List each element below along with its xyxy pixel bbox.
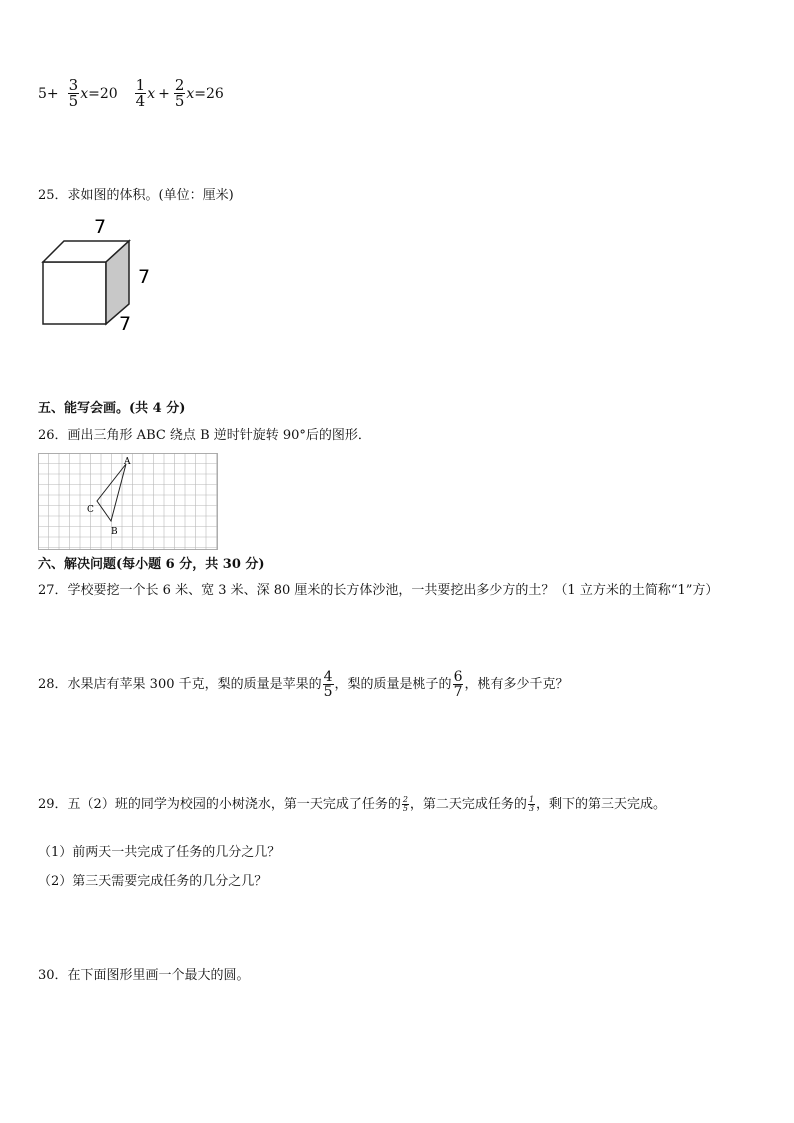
q28-text-c: ，桃有多少千克？ [464, 676, 569, 692]
cube-label-depth: 7 [119, 313, 132, 334]
question-28 [38, 670, 569, 699]
cube-label-top: 7 [94, 216, 107, 238]
question-25: 25．求如图的体积。(单位：厘米) [38, 188, 234, 203]
section-6-heading: 六、解决问题(每小题 6 分，共 30 分) [38, 557, 265, 572]
eq1-prefix: 5+ [38, 85, 59, 102]
question-27: 27．学校要挖一个长 6 米、宽 3 米、深 80 厘米的长方体沙池，一共要挖出多少方的土？（1 立方米的土简称“1”方） [38, 583, 719, 598]
equation-row [38, 78, 224, 109]
question-29-part-2: （2）第三天需要完成任务的几分之几？ [38, 874, 268, 889]
eq1-rhs: =20 [88, 85, 118, 102]
question-26: 26．画出三角形 ABC 绕点 B 逆时针旋转 90°后的图形． [38, 428, 371, 443]
q29-fraction-1: $\frac{2}{5}$ [402, 795, 408, 813]
q29-text-a: 29．五（2）班的同学为校园的小树浇水，第一天完成了任务的 [38, 796, 401, 812]
question-30: 30．在下面图形里画一个最大的圆。 [38, 968, 250, 983]
eq1-fraction: $\frac{3}{5}$ [68, 76, 79, 110]
eq2-rhs: =26 [194, 85, 224, 102]
q29-text-b: ，第二天完成任务的 [409, 796, 527, 812]
q28-text-b: ，梨的质量是桃子的 [334, 676, 452, 692]
q28-text-a: 28．水果店有苹果 300 千克，梨的质量是苹果的 [38, 676, 322, 692]
label-a: A [124, 457, 131, 467]
question-29-part-1: （1）前两天一共完成了任务的几分之几？ [38, 845, 281, 860]
eq2-variable-2: x [186, 85, 195, 102]
grid-figure [38, 453, 220, 551]
label-b: B [111, 527, 118, 537]
label-c: C [87, 505, 94, 515]
eq2-variable-1: x [147, 85, 156, 102]
cube-figure [38, 212, 168, 334]
eq2-plus: + [158, 85, 170, 102]
question-29 [38, 796, 666, 813]
q28-fraction-2: $\frac{6}{7}$ [453, 669, 463, 700]
cube-front-face [43, 262, 106, 324]
cube-label-side: 7 [138, 266, 151, 288]
eq2-fraction-2: $\frac{2}{5}$ [174, 76, 185, 110]
q28-fraction-1: $\frac{4}{5}$ [323, 669, 333, 700]
q29-fraction-2: $\frac{1}{3}$ [528, 795, 535, 813]
eq1-variable: x [80, 85, 89, 102]
eq2-fraction-1: $\frac{1}{4}$ [135, 76, 146, 110]
q29-text-c: ，剩下的第三天完成。 [536, 796, 667, 812]
section-5-heading: 五、能写会画。(共 4 分) [38, 401, 186, 416]
